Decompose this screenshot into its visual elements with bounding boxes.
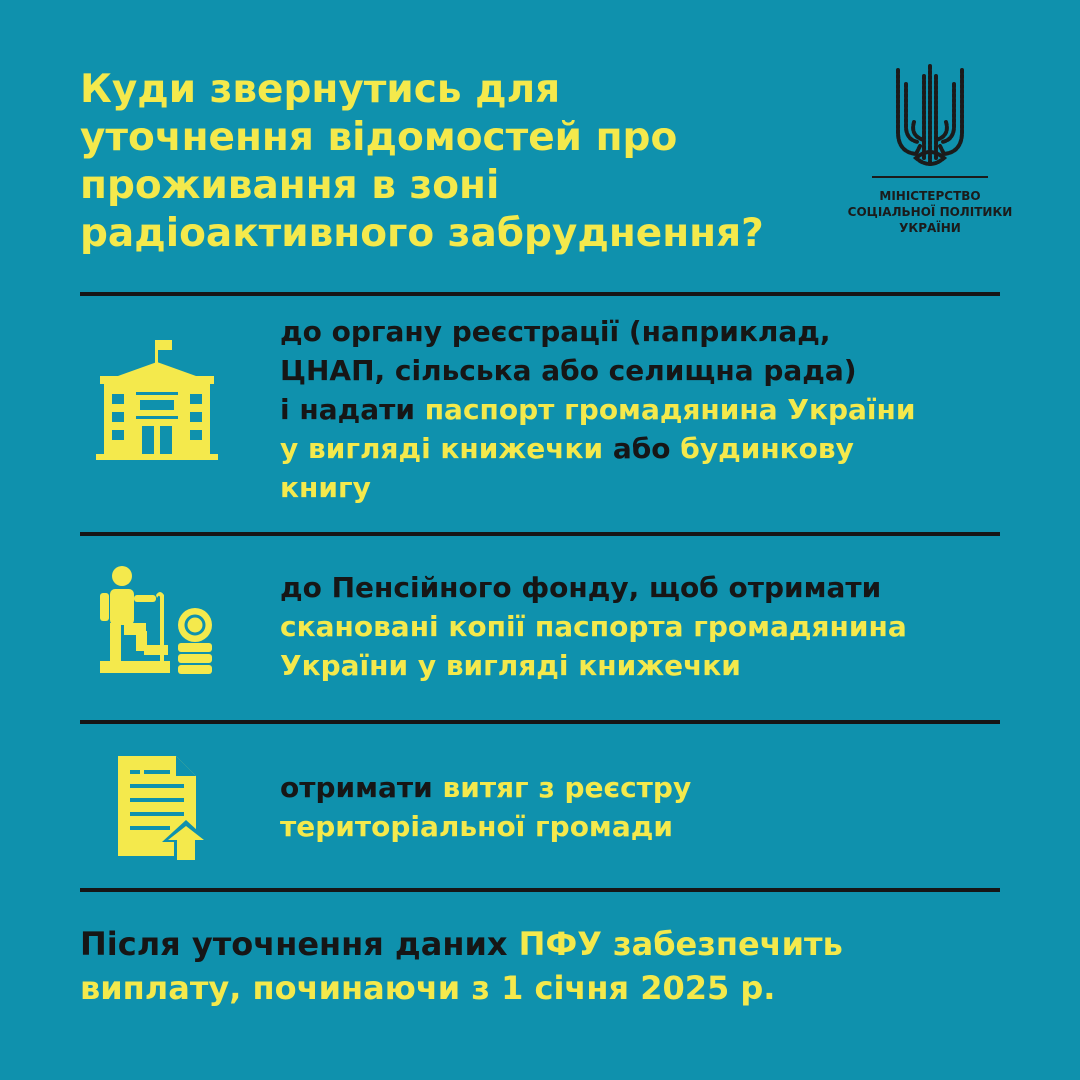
text-line: [280, 429, 1040, 468]
title-line: радіоактивного забруднення?: [80, 211, 764, 256]
trident-icon: [890, 62, 970, 172]
text-line: книгу: [280, 471, 371, 504]
text-line: України у вигляді книжечки: [280, 649, 741, 682]
title-line: Куди звернутись для: [80, 67, 561, 112]
instruction-registration: [280, 312, 1040, 507]
ministry-name: [835, 188, 1025, 236]
text-line: до Пенсійного фонду, щоб отримати: [280, 571, 882, 604]
text-line: до органу реєстрації (наприклад,: [280, 315, 831, 348]
title-line: уточнення відомостей про: [80, 115, 678, 160]
text-plain: і надати: [280, 393, 425, 426]
text-highlight: у вигляді книжечки: [280, 432, 604, 465]
text-line: виплату, починаючи з 1 січня 2025 р.: [80, 969, 776, 1007]
text-highlight: будинкову: [680, 432, 854, 465]
text-plain: або: [603, 432, 681, 465]
section-divider: [80, 292, 1000, 296]
section-divider: [80, 532, 1000, 536]
title-line: проживання в зоні: [80, 163, 500, 208]
ministry-name-line: МІНІСТЕРСТВО: [879, 189, 981, 203]
ministry-name-line: УКРАЇНИ: [899, 221, 961, 235]
text-line: територіальної громади: [280, 810, 673, 843]
text-line: [280, 768, 1040, 807]
page-title: [80, 66, 800, 258]
instruction-pension-fund: [280, 568, 1040, 685]
text-line: [280, 390, 1040, 429]
text-plain: Після уточнення даних: [80, 925, 519, 963]
text-highlight: ПФУ забезпечить: [518, 925, 843, 963]
text-highlight: витяг з реєстру: [442, 771, 692, 804]
footer-note: [80, 922, 1040, 1010]
ministry-name-line: СОЦІАЛЬНОЇ ПОЛІТИКИ: [847, 205, 1013, 219]
ministry-logo: [835, 62, 1025, 236]
section-divider: [80, 888, 1000, 892]
document-upload-icon: [118, 756, 210, 866]
text-plain: отримати: [280, 771, 443, 804]
instruction-register-extract: [280, 768, 1040, 846]
text-line: ЦНАП, сільська або селищна рада): [280, 354, 857, 387]
text-line: [80, 922, 1040, 966]
logo-divider: [872, 176, 988, 178]
text-line: скановані копії паспорта громадянина: [280, 610, 907, 643]
pensioner-coins-icon: [100, 565, 216, 675]
government-building-icon: [96, 336, 218, 464]
text-highlight: паспорт громадянина України: [424, 393, 916, 426]
section-divider: [80, 720, 1000, 724]
